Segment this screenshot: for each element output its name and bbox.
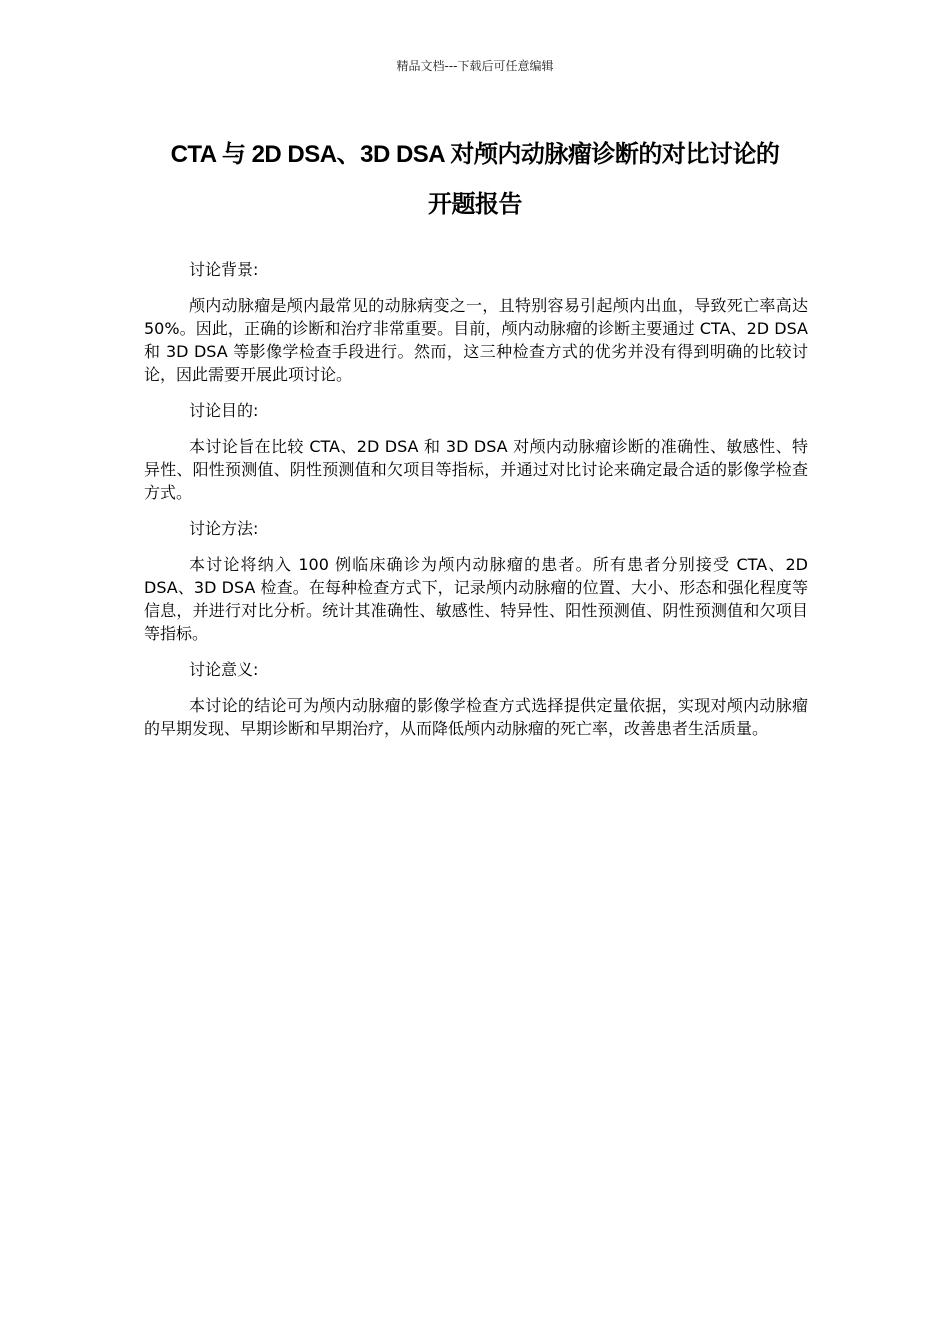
title-line-1: CTA 与 2D DSA、3D DSA 对颅内动脉瘤诊断的对比讨论的	[170, 141, 780, 168]
section-text-purpose: 本讨论旨在比较 CTA、2D DSA 和 3D DSA 对颅内动脉瘤诊断的准确性、敏感性、特异性、阳性预测值、阴性预测值和欠项目等指标，并通过对比讨论来确定最合适的影像学检查方式。	[144, 437, 808, 502]
section-heading-background: 讨论背景:	[189, 260, 259, 279]
section-heading-purpose: 讨论目的:	[189, 401, 259, 420]
section-text-background: 颅内动脉瘤是颅内最常见的动脉病变之一，且特别容易引起颅内出血，导致死亡率高达 50%。因此，正确的诊断和治疗非常重要。目前，颅内动脉瘤的诊断主要通过 CTA、2D DSA 和 3D DSA 等影像学检查手段进行。然而，这三种检查方式的优劣并没有得到明确的比较讨论，因此需要开展此项讨论。	[144, 296, 808, 384]
document-title	[140, 130, 810, 230]
document-body	[144, 258, 808, 753]
title-line-2: 开题报告	[428, 191, 522, 218]
section-heading-method: 讨论方法:	[189, 519, 259, 538]
section-text-method: 本讨论将纳入 100 例临床确诊为颅内动脉瘤的患者。所有患者分别接受 CTA、2D DSA、3D DSA 检查。在每种检查方式下，记录颅内动脉瘤的位置、大小、形态和强化程度等信息，并进行对比分析。统计其准确性、敏感性、特异性、阳性预测值、阴性预测值和欠项目等指标。	[144, 555, 808, 643]
section-text-significance: 本讨论的结论可为颅内动脉瘤的影像学检查方式选择提供定量依据，实现对颅内动脉瘤的早期发现、早期诊断和早期治疗，从而降低颅内动脉瘤的死亡率，改善患者生活质量。	[144, 696, 808, 738]
header-note: 精品文档---下载后可任意编辑	[396, 59, 554, 73]
section-heading-significance: 讨论意义:	[189, 660, 259, 679]
